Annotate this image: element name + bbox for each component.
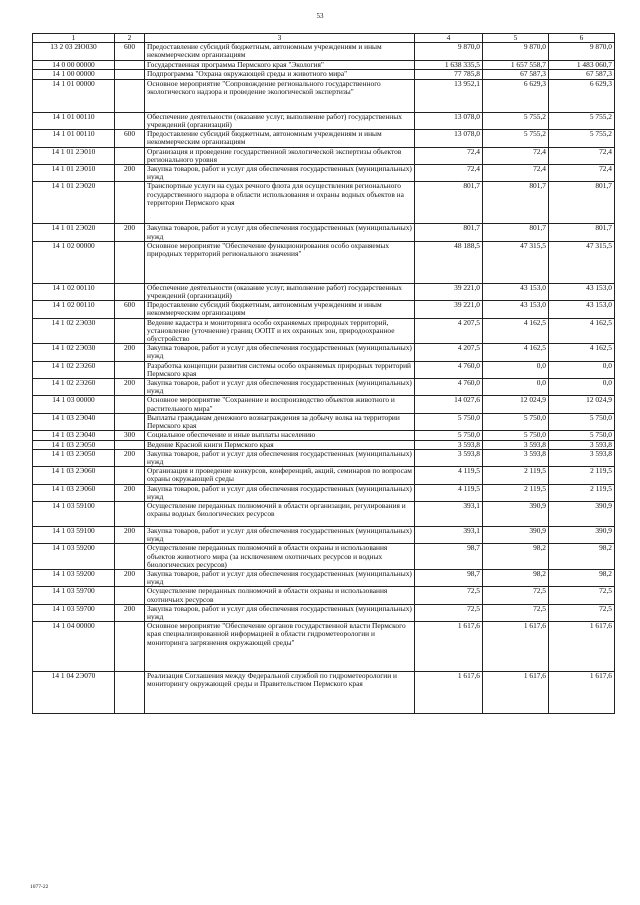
budget-code-cell: 14 1 03 59200 [33, 544, 115, 570]
table-row [33, 69, 615, 79]
expense-type-cell [115, 182, 145, 224]
amount-cell-col5: 2 119,5 [483, 484, 549, 501]
document-code: 1077-22 [30, 884, 49, 890]
table-row [33, 79, 615, 112]
expense-type-cell: 200 [115, 484, 145, 501]
item-name-cell: Закупка товаров, работ и услуг для обеспечения государственных (муниципальных) нужд [145, 526, 415, 543]
expense-type-cell [115, 501, 145, 526]
amount-cell-col6: 43 153,0 [549, 301, 615, 318]
budget-code-cell: 14 1 03 2Э060 [33, 467, 115, 484]
amount-cell-col4: 9 870,0 [415, 43, 483, 60]
amount-cell-col4: 77 785,8 [415, 69, 483, 79]
item-name-cell: Ведение кадастра и мониторинга особо охраняемых природных территорий, установление (уточнение) границ ООПТ и их охранных зон, природоохранное обустройство [145, 318, 415, 344]
amount-cell-col6: 3 593,8 [549, 440, 615, 449]
amount-cell-col6: 98,2 [549, 569, 615, 586]
budget-code-cell: 14 1 01 2Э020 [33, 224, 115, 241]
amount-cell-col4: 1 617,6 [415, 622, 483, 672]
amount-cell-col4: 1 617,6 [415, 672, 483, 714]
item-name-cell: Осуществление переданных полномочий в области охраны и использования охотничьих ресурсов [145, 587, 415, 604]
amount-cell-col6: 390,9 [549, 501, 615, 526]
amount-cell-col6: 67 587,3 [549, 69, 615, 79]
amount-cell-col5: 72,5 [483, 587, 549, 604]
budget-table-body [33, 34, 615, 714]
amount-cell-col5: 5 755,2 [483, 112, 549, 129]
item-name-cell: Закупка товаров, работ и услуг для обеспечения государственных (муниципальных) нужд [145, 379, 415, 396]
amount-cell-col4: 14 027,6 [415, 396, 483, 413]
budget-code-cell: 14 1 01 2Э010 [33, 165, 115, 182]
expense-type-cell: 600 [115, 43, 145, 60]
amount-cell-col4: 72,4 [415, 165, 483, 182]
table-row [33, 301, 615, 318]
expense-type-cell [115, 467, 145, 484]
amount-cell-col5: 72,4 [483, 165, 549, 182]
expense-type-cell: 200 [115, 604, 145, 621]
table-row [33, 544, 615, 570]
amount-cell-col4: 4 760,0 [415, 361, 483, 378]
item-name-cell: Закупка товаров, работ и услуг для обеспечения государственных (муниципальных) нужд [145, 224, 415, 241]
amount-cell-col5: 1 617,6 [483, 672, 549, 714]
amount-cell-col5: 390,9 [483, 526, 549, 543]
expense-type-cell [115, 440, 145, 449]
item-name-cell: Выплаты гражданам денежного вознаграждения за добычу волка на территории Пермского края [145, 413, 415, 430]
amount-cell-col6: 1 617,6 [549, 672, 615, 714]
amount-cell-col6: 72,4 [549, 147, 615, 164]
item-name-cell: Государственная программа Пермского края "Экология" [145, 60, 415, 69]
amount-cell-col5: 1 617,6 [483, 622, 549, 672]
amount-cell-col5: 4 162,5 [483, 318, 549, 344]
column-number-row [33, 34, 615, 43]
amount-cell-col5: 5 750,0 [483, 431, 549, 440]
amount-cell-col5: 3 593,8 [483, 449, 549, 466]
amount-cell-col6: 2 119,5 [549, 484, 615, 501]
amount-cell-col4: 393,1 [415, 526, 483, 543]
amount-cell-col4: 1 638 335,5 [415, 60, 483, 69]
amount-cell-col6: 1 483 060,7 [549, 60, 615, 69]
amount-cell-col6: 12 024,9 [549, 396, 615, 413]
expense-type-cell [115, 79, 145, 112]
amount-cell-col4: 4 207,5 [415, 344, 483, 361]
expense-type-cell [115, 361, 145, 378]
amount-cell-col6: 6 629,3 [549, 79, 615, 112]
table-row [33, 130, 615, 147]
expense-type-cell [115, 147, 145, 164]
budget-code-cell: 14 1 04 00000 [33, 622, 115, 672]
amount-cell-col4: 39 221,0 [415, 283, 483, 300]
budget-code-cell: 14 1 01 00110 [33, 130, 115, 147]
amount-cell-col4: 4 119,5 [415, 484, 483, 501]
amount-cell-col5: 2 119,5 [483, 467, 549, 484]
table-row [33, 241, 615, 283]
column-number: 4 [415, 34, 483, 43]
amount-cell-col4: 4 119,5 [415, 467, 483, 484]
item-name-cell: Закупка товаров, работ и услуг для обеспечения государственных (муниципальных) нужд [145, 165, 415, 182]
budget-code-cell: 14 1 03 59100 [33, 501, 115, 526]
amount-cell-col5: 43 153,0 [483, 301, 549, 318]
item-name-cell: Транспортные услуги на судах речного флота для осуществления регионального государственного надзора в области использования и охраны водных объектов на территории Пермского края [145, 182, 415, 224]
expense-type-cell [115, 241, 145, 283]
budget-code-cell: 14 1 02 00110 [33, 283, 115, 300]
expense-type-cell [115, 622, 145, 672]
item-name-cell: Закупка товаров, работ и услуг для обеспечения государственных (муниципальных) нужд [145, 604, 415, 621]
budget-code-cell: 14 1 04 2Э070 [33, 672, 115, 714]
table-row [33, 587, 615, 604]
item-name-cell: Закупка товаров, работ и услуг для обеспечения государственных (муниципальных) нужд [145, 449, 415, 466]
amount-cell-col4: 801,7 [415, 224, 483, 241]
table-row [33, 361, 615, 378]
budget-code-cell: 14 1 02 00110 [33, 301, 115, 318]
column-number: 6 [549, 34, 615, 43]
amount-cell-col4: 39 221,0 [415, 301, 483, 318]
amount-cell-col4: 98,7 [415, 569, 483, 586]
budget-code-cell: 14 1 02 00000 [33, 241, 115, 283]
budget-code-cell: 14 1 01 2Э020 [33, 182, 115, 224]
amount-cell-col6: 801,7 [549, 224, 615, 241]
budget-code-cell: 14 1 03 2Э050 [33, 449, 115, 466]
expense-type-cell: 200 [115, 449, 145, 466]
budget-code-cell: 14 1 03 2Э040 [33, 431, 115, 440]
amount-cell-col5: 6 629,3 [483, 79, 549, 112]
amount-cell-col6: 1 617,6 [549, 622, 615, 672]
amount-cell-col5: 5 755,2 [483, 130, 549, 147]
expense-type-cell: 600 [115, 130, 145, 147]
expense-type-cell [115, 69, 145, 79]
table-row [33, 604, 615, 621]
budget-code-cell: 14 1 03 2Э060 [33, 484, 115, 501]
table-row [33, 147, 615, 164]
item-name-cell: Разработка концепции развития системы особо охраняемых природных территорий Пермского края [145, 361, 415, 378]
table-row [33, 396, 615, 413]
table-row [33, 484, 615, 501]
item-name-cell: Социальное обеспечение и иные выплаты населению [145, 431, 415, 440]
table-row [33, 344, 615, 361]
amount-cell-col5: 0,0 [483, 379, 549, 396]
amount-cell-col4: 4 760,0 [415, 379, 483, 396]
item-name-cell: Ведение Красной книги Пермского края [145, 440, 415, 449]
table-row [33, 449, 615, 466]
item-name-cell: Осуществление переданных полномочий в области организации, регулирования и охраны водных биологических ресурсов [145, 501, 415, 526]
amount-cell-col5: 72,5 [483, 604, 549, 621]
budget-code-cell: 14 1 02 2Э030 [33, 344, 115, 361]
amount-cell-col6: 72,5 [549, 604, 615, 621]
amount-cell-col4: 13 078,0 [415, 130, 483, 147]
item-name-cell: Осуществление переданных полномочий в области охраны и использования объектов животного мира (за исключением охотничьих ресурсов и водных биологических ресурсов) [145, 544, 415, 570]
budget-code-cell: 14 1 02 2Э260 [33, 379, 115, 396]
expense-type-cell [115, 587, 145, 604]
item-name-cell: Обеспечение деятельности (оказание услуг, выполнение работ) государственных учреждений (организаций) [145, 112, 415, 129]
table-row [33, 672, 615, 714]
amount-cell-col4: 3 593,8 [415, 449, 483, 466]
amount-cell-col6: 47 315,5 [549, 241, 615, 283]
amount-cell-col5: 72,4 [483, 147, 549, 164]
amount-cell-col6: 5 755,2 [549, 112, 615, 129]
amount-cell-col4: 801,7 [415, 182, 483, 224]
table-row [33, 112, 615, 129]
expense-type-cell: 200 [115, 165, 145, 182]
amount-cell-col6: 4 162,5 [549, 344, 615, 361]
item-name-cell: Подпрограмма "Охрана окружающей среды и животного мира" [145, 69, 415, 79]
table-row [33, 467, 615, 484]
expense-type-cell [115, 544, 145, 570]
amount-cell-col4: 5 750,0 [415, 413, 483, 430]
budget-code-cell: 14 1 03 2Э050 [33, 440, 115, 449]
amount-cell-col4: 13 952,1 [415, 79, 483, 112]
table-row [33, 622, 615, 672]
table-row [33, 224, 615, 241]
amount-cell-col5: 0,0 [483, 361, 549, 378]
expense-type-cell [115, 318, 145, 344]
amount-cell-col6: 5 750,0 [549, 413, 615, 430]
table-row [33, 526, 615, 543]
table-row [33, 318, 615, 344]
budget-code-cell: 14 1 03 59700 [33, 587, 115, 604]
amount-cell-col4: 4 207,5 [415, 318, 483, 344]
item-name-cell: Предоставление субсидий бюджетным, автономным учреждениям и иным некоммерческим организациям [145, 43, 415, 60]
table-row [33, 440, 615, 449]
amount-cell-col5: 9 870,0 [483, 43, 549, 60]
item-name-cell: Основное мероприятие "Обеспечение функционирования особо охраняемых природных территорий регионального значения" [145, 241, 415, 283]
amount-cell-col6: 0,0 [549, 379, 615, 396]
table-row [33, 501, 615, 526]
budget-code-cell: 14 1 01 2Э010 [33, 147, 115, 164]
budget-code-cell: 14 1 03 00000 [33, 396, 115, 413]
table-row [33, 413, 615, 430]
expense-type-cell [115, 112, 145, 129]
amount-cell-col5: 98,2 [483, 544, 549, 570]
budget-table [32, 33, 615, 714]
expense-type-cell [115, 283, 145, 300]
amount-cell-col5: 4 162,5 [483, 344, 549, 361]
amount-cell-col5: 3 593,8 [483, 440, 549, 449]
amount-cell-col5: 801,7 [483, 224, 549, 241]
amount-cell-col5: 1 657 558,7 [483, 60, 549, 69]
amount-cell-col4: 48 188,5 [415, 241, 483, 283]
budget-code-cell: 14 0 00 00000 [33, 60, 115, 69]
amount-cell-col6: 5 750,0 [549, 431, 615, 440]
amount-cell-col5: 43 153,0 [483, 283, 549, 300]
budget-code-cell: 14 1 02 2Э030 [33, 318, 115, 344]
amount-cell-col6: 390,9 [549, 526, 615, 543]
amount-cell-col6: 801,7 [549, 182, 615, 224]
budget-code-cell: 14 1 02 2Э260 [33, 361, 115, 378]
item-name-cell: Организация и проведение конкурсов, конференций, акций, семинаров по вопросам охраны окружающей среды [145, 467, 415, 484]
column-number: 1 [33, 34, 115, 43]
expense-type-cell: 200 [115, 379, 145, 396]
item-name-cell: Обеспечение деятельности (оказание услуг, выполнение работ) государственных учреждений (организаций) [145, 283, 415, 300]
item-name-cell: Реализация Соглашения между Федеральной службой по гидрометеорологии и мониторингу окружающей среды и Правительством Пермского края [145, 672, 415, 714]
table-row [33, 165, 615, 182]
item-name-cell: Основное мероприятие "Обеспечение органов государственной власти Пермского края специализированной информацией в области гидрометеорологии и мониторинга загрязнения окружающей среды" [145, 622, 415, 672]
amount-cell-col4: 98,7 [415, 544, 483, 570]
amount-cell-col5: 47 315,5 [483, 241, 549, 283]
amount-cell-col6: 9 870,0 [549, 43, 615, 60]
amount-cell-col4: 72,5 [415, 587, 483, 604]
expense-type-cell: 200 [115, 569, 145, 586]
amount-cell-col4: 393,1 [415, 501, 483, 526]
budget-code-cell: 14 1 03 59200 [33, 569, 115, 586]
table-row [33, 283, 615, 300]
budget-code-cell: 14 1 03 59100 [33, 526, 115, 543]
item-name-cell: Основное мероприятие "Сопровождение регионального государственного экологического надзора и проведение экологической экспертизы" [145, 79, 415, 112]
item-name-cell: Закупка товаров, работ и услуг для обеспечения государственных (муниципальных) нужд [145, 344, 415, 361]
amount-cell-col4: 72,5 [415, 604, 483, 621]
amount-cell-col6: 2 119,5 [549, 467, 615, 484]
expense-type-cell [115, 413, 145, 430]
budget-code-cell: 14 1 03 2Э040 [33, 413, 115, 430]
amount-cell-col6: 98,2 [549, 544, 615, 570]
amount-cell-col4: 5 750,0 [415, 431, 483, 440]
expense-type-cell: 200 [115, 224, 145, 241]
column-number: 3 [145, 34, 415, 43]
amount-cell-col6: 43 153,0 [549, 283, 615, 300]
amount-cell-col5: 98,2 [483, 569, 549, 586]
table-row [33, 431, 615, 440]
item-name-cell: Организация и проведение государственной экологической экспертизы объектов регионального уровня [145, 147, 415, 164]
budget-code-cell: 14 1 00 00000 [33, 69, 115, 79]
amount-cell-col5: 801,7 [483, 182, 549, 224]
table-row [33, 569, 615, 586]
expense-type-cell [115, 60, 145, 69]
amount-cell-col6: 5 755,2 [549, 130, 615, 147]
expense-type-cell: 300 [115, 431, 145, 440]
amount-cell-col5: 67 587,3 [483, 69, 549, 79]
budget-code-cell: 14 1 03 59700 [33, 604, 115, 621]
expense-type-cell [115, 672, 145, 714]
table-row [33, 60, 615, 69]
expense-type-cell: 600 [115, 301, 145, 318]
budget-code-cell: 14 1 01 00000 [33, 79, 115, 112]
expense-type-cell [115, 396, 145, 413]
amount-cell-col6: 4 162,5 [549, 318, 615, 344]
amount-cell-col6: 72,4 [549, 165, 615, 182]
page-number: 53 [316, 12, 324, 20]
item-name-cell: Основное мероприятие "Сохранение и воспроизводство объектов животного и растительного мира" [145, 396, 415, 413]
expense-type-cell: 200 [115, 344, 145, 361]
amount-cell-col5: 5 750,0 [483, 413, 549, 430]
expense-type-cell: 200 [115, 526, 145, 543]
item-name-cell: Закупка товаров, работ и услуг для обеспечения государственных (муниципальных) нужд [145, 484, 415, 501]
amount-cell-col4: 72,4 [415, 147, 483, 164]
amount-cell-col6: 72,5 [549, 587, 615, 604]
column-number: 5 [483, 34, 549, 43]
amount-cell-col4: 13 078,0 [415, 112, 483, 129]
budget-code-cell: 13 2 03 2Ю030 [33, 43, 115, 60]
item-name-cell: Закупка товаров, работ и услуг для обеспечения государственных (муниципальных) нужд [145, 569, 415, 586]
table-row [33, 43, 615, 60]
table-row [33, 379, 615, 396]
amount-cell-col5: 12 024,9 [483, 396, 549, 413]
item-name-cell: Предоставление субсидий бюджетным, автономным учреждениям и иным некоммерческим организациям [145, 301, 415, 318]
amount-cell-col6: 0,0 [549, 361, 615, 378]
amount-cell-col5: 390,9 [483, 501, 549, 526]
item-name-cell: Предоставление субсидий бюджетным, автономным учреждениям и иным некоммерческим организациям [145, 130, 415, 147]
amount-cell-col6: 3 593,8 [549, 449, 615, 466]
budget-code-cell: 14 1 01 00110 [33, 112, 115, 129]
table-row [33, 182, 615, 224]
amount-cell-col4: 3 593,8 [415, 440, 483, 449]
column-number: 2 [115, 34, 145, 43]
